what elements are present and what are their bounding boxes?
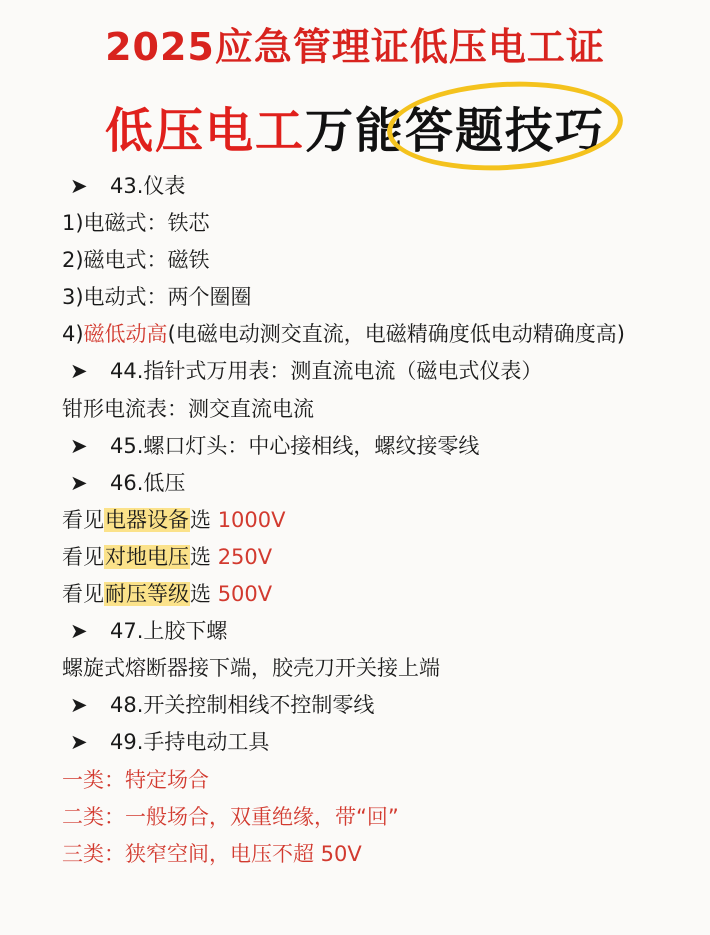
section-49-line-3: 三类：狭窄空间，电压不超 50V — [62, 841, 362, 866]
voltage-value: 250V — [217, 544, 273, 569]
highlight-text: 对地电压 — [105, 544, 189, 569]
section-49-line-1: 一类：特定场合 — [62, 767, 209, 792]
page-subtitle — [0, 92, 710, 161]
voltage-value: 1000V — [217, 507, 286, 532]
arrow-icon: ➤ — [70, 693, 88, 718]
section-46-row-2: 看见对地电压选 250V — [62, 544, 273, 569]
section-46-row-1: 看见电器设备选 1000V — [62, 507, 286, 532]
section-43-line-4: 4)磁低动高(电磁电动测交直流，电磁精确度低电动精确度高) — [62, 322, 625, 347]
arrow-icon: ➤ — [70, 470, 88, 495]
arrow-icon: ➤ — [70, 359, 88, 384]
subtitle-circled-text: 答题技巧 — [405, 103, 606, 159]
highlight-circle — [385, 76, 625, 176]
arrow-icon: ➤ — [70, 619, 88, 644]
subtitle-black-part: 万能 — [304, 103, 405, 159]
section-48-heading: ➤ 48.开关控制相线不控制零线 — [62, 687, 702, 724]
section-46-row-3: 看见耐压等级选 500V — [62, 582, 273, 607]
section-49-line-2: 二类：一般场合，双重绝缘，带“回” — [62, 804, 399, 829]
section-47-heading: ➤ 47.上胶下螺 — [62, 613, 702, 650]
arrow-icon: ➤ — [70, 730, 88, 755]
arrow-icon: ➤ — [70, 433, 88, 458]
mnemonic-red: 磁低动高 — [83, 322, 168, 347]
notes-body — [62, 168, 702, 873]
subtitle-red-part: 低压电工 — [104, 103, 305, 159]
section-43-line-2: 2)磁电式：磁铁 — [62, 248, 210, 273]
section-43-line-1: 1)电磁式：铁芯 — [62, 211, 210, 236]
highlight-text: 耐压等级 — [105, 582, 189, 607]
section-49-heading: ➤ 49.手持电动工具 — [62, 724, 702, 761]
voltage-value: 500V — [217, 582, 273, 607]
arrow-icon: ➤ — [70, 174, 88, 198]
section-44-line-1: 钳形电流表：测交直流电流 — [62, 396, 314, 421]
page-title: 2025应急管理证低压电工证 — [105, 25, 605, 69]
section-47-line-1: 螺旋式熔断器接下端，胶壳刀开关接上端 — [62, 656, 440, 681]
section-43-line-3: 3)电动式：两个圈圈 — [62, 285, 252, 310]
section-46-heading: ➤ 46.低压 — [62, 465, 702, 502]
section-44-heading: ➤ 44.指针式万用表：测直流电流（磁电式仪表） — [62, 353, 702, 390]
subtitle-circled-part — [405, 92, 605, 161]
section-43-heading: ➤ 43.仪表 — [62, 168, 702, 205]
highlight-text: 电器设备 — [105, 507, 189, 532]
section-45-heading: ➤ 45.螺口灯头：中心接相线，螺纹接零线 — [62, 428, 702, 465]
